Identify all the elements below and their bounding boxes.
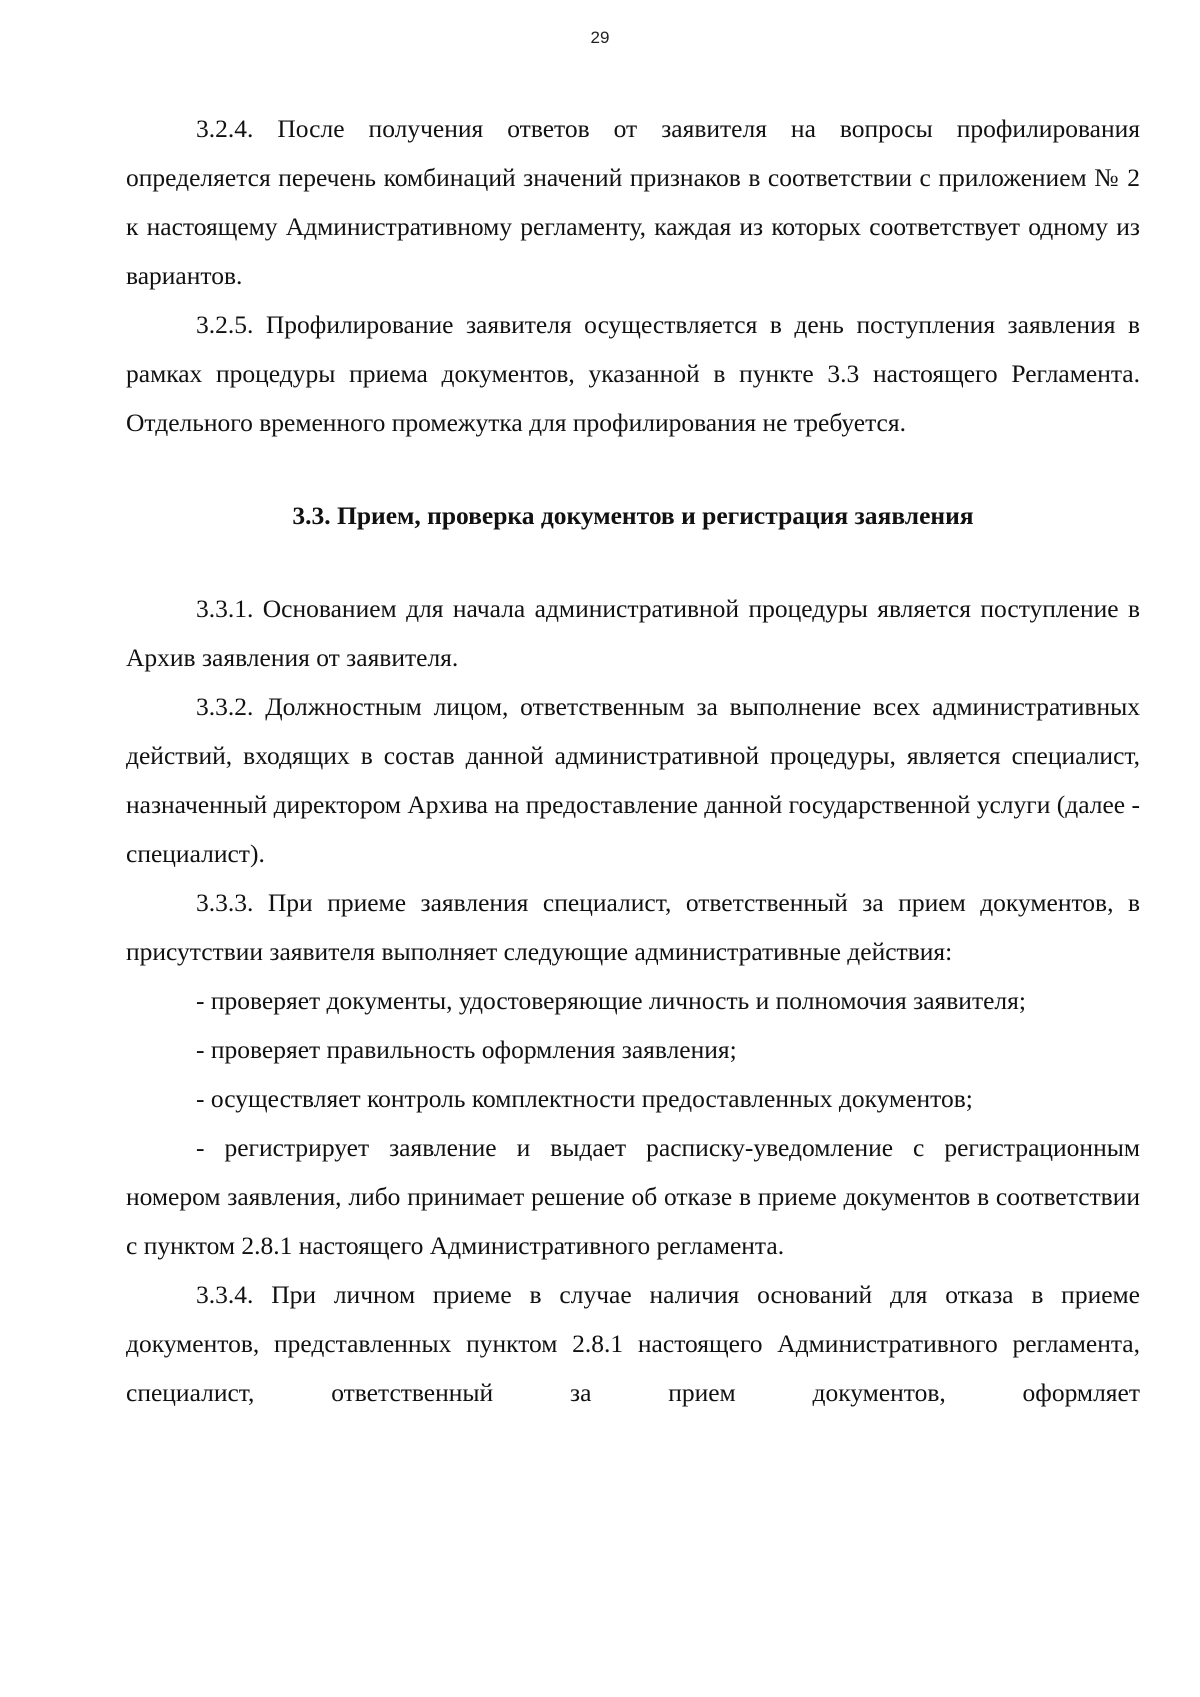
document-body xyxy=(126,104,1140,1417)
list-item: - проверяет документы, удостоверяющие личность и полномочия заявителя; xyxy=(196,986,1026,1015)
section-heading-3-3: 3.3. Прием, проверка документов и регистрация заявления xyxy=(292,501,974,530)
paragraph-3-3-3: 3.3.3. При приеме заявления специалист, ответственный за прием документов, в присутствии заявителя выполняет следующие административные действия: xyxy=(126,888,1140,966)
paragraph-3-3-4: 3.3.4. При личном приеме в случае наличия оснований для отказа в приеме документов, представленных пунктом 2.8.1 настоящего Административного регламента, специалист, ответственный за прием документов, оформляет xyxy=(126,1280,1140,1407)
list-item: - проверяет правильность оформления заявления; xyxy=(196,1035,737,1064)
spacer xyxy=(126,447,1140,491)
page-number: 29 xyxy=(590,28,610,47)
paragraph-3-2-4: 3.2.4. После получения ответов от заявителя на вопросы профилирования определяется перечень комбинаций значений признаков в соответствии с приложением № 2 к настоящему Административному регламенту, каждая из которых соответствует одному из вариантов. xyxy=(126,114,1140,290)
list-item: - осуществляет контроль комплектности предоставленных документов; xyxy=(196,1084,973,1113)
list-item: - регистрирует заявление и выдает расписку-уведомление с регистрационным номером заявления, либо принимает решение об отказе в приеме документов в соответствии с пунктом 2.8.1 настоящего Административного регламента. xyxy=(126,1133,1140,1260)
paragraph-3-3-1: 3.3.1. Основанием для начала административной процедуры является поступление в Архив заявления от заявителя. xyxy=(126,594,1140,672)
paragraph-3-2-5: 3.2.5. Профилирование заявителя осуществляется в день поступления заявления в рамках процедуры приема документов, указанной в пункте 3.3 настоящего Регламента. Отдельного временного промежутка для профилирования не требуется. xyxy=(126,310,1140,437)
spacer xyxy=(126,540,1140,584)
paragraph-3-3-2: 3.3.2. Должностным лицом, ответственным за выполнение всех административных действий, входящих в состав данной административной процедуры, является специалист, назначенный директором Архива на предоставление данной государственной услуги (далее - специалист). xyxy=(126,692,1140,868)
